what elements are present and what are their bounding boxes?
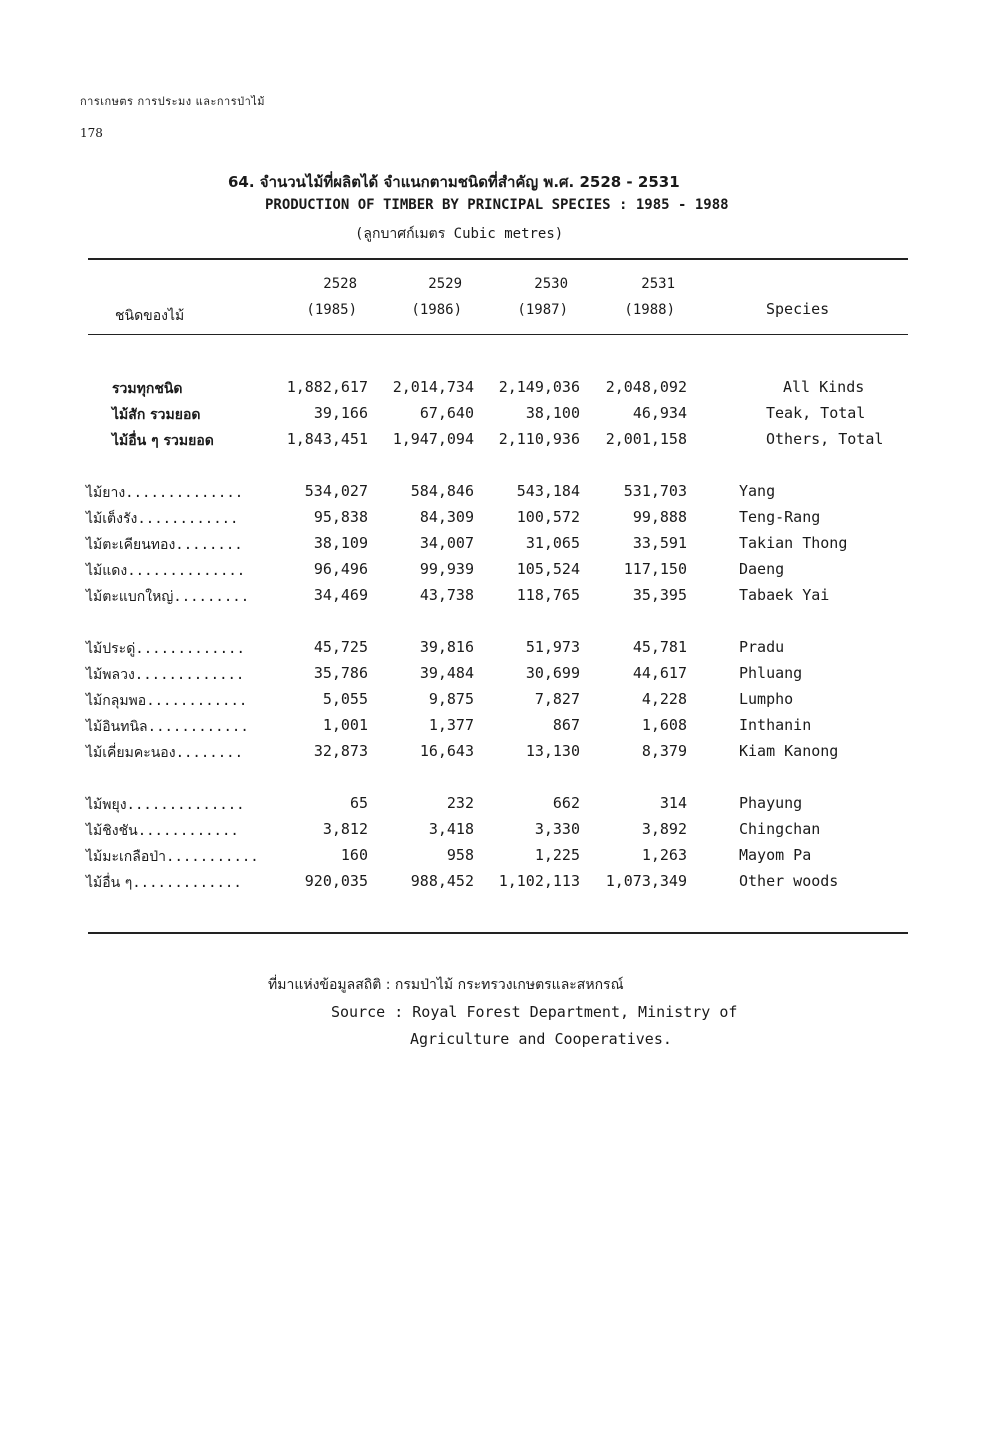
value-cell: 1,608 [641, 716, 687, 734]
page-number: 178 [80, 126, 103, 140]
value-cell: 8,379 [641, 742, 687, 760]
value-cell: 84,309 [419, 508, 474, 526]
header-year-ad: (1987) [517, 302, 568, 318]
species-english: Daeng [739, 560, 785, 578]
value-cell: 2,110,936 [498, 430, 580, 448]
value-cell: 988,452 [410, 872, 474, 890]
value-cell: 2,001,158 [605, 430, 687, 448]
value-cell: 96,496 [313, 560, 368, 578]
value-cell: 99,939 [419, 560, 474, 578]
value-cell: 100,572 [516, 508, 580, 526]
value-cell: 1,263 [641, 846, 687, 864]
header-year-ad: (1986) [411, 302, 462, 318]
value-cell: 95,838 [313, 508, 368, 526]
species-thai: ไม้พยุง.............. [86, 797, 245, 813]
value-cell: 105,524 [516, 560, 580, 578]
value-cell: 38,109 [313, 534, 368, 552]
source-line-2: Agriculture and Cooperatives. [410, 1030, 672, 1048]
species-thai: ไม้สัก รวมยอด [112, 407, 201, 423]
value-cell: 662 [552, 794, 580, 812]
value-cell: 534,027 [304, 482, 368, 500]
value-cell: 43,738 [419, 586, 474, 604]
value-cell: 99,888 [632, 508, 687, 526]
value-cell: 45,781 [632, 638, 687, 656]
value-cell: 45,725 [313, 638, 368, 656]
value-cell: 44,617 [632, 664, 687, 682]
value-cell: 3,812 [322, 820, 368, 838]
value-cell: 39,816 [419, 638, 474, 656]
header-year-thai: 2531 [641, 276, 675, 292]
value-cell: 35,395 [632, 586, 687, 604]
value-cell: 2,048,092 [605, 378, 687, 396]
value-cell: 1,102,113 [498, 872, 580, 890]
table-row [0, 716, 990, 742]
value-cell: 9,875 [428, 690, 474, 708]
value-cell: 160 [340, 846, 368, 864]
species-english: Other woods [739, 872, 839, 890]
value-cell: 117,150 [623, 560, 687, 578]
table-title-thai: 64. จำนวนไม้ที่ผลิตได้ จำแนกตามชนิดที่สำคัญ พ.ศ. 2528 - 2531 [228, 173, 680, 191]
table-bottom-rule [88, 932, 908, 934]
species-english: Chingchan [739, 820, 821, 838]
value-cell: 1,073,349 [605, 872, 687, 890]
table-row [0, 794, 990, 820]
value-cell: 65 [349, 794, 368, 812]
value-cell: 67,640 [419, 404, 474, 422]
value-cell: 7,827 [534, 690, 580, 708]
value-cell: 1,882,617 [286, 378, 368, 396]
table-row [0, 872, 990, 898]
species-english: Kiam Kanong [739, 742, 839, 760]
species-thai: ไม้กลุมพอ............ [86, 693, 248, 709]
species-thai: ไม้เคี่ยมคะนอง........ [86, 745, 243, 761]
value-cell: 30,699 [525, 664, 580, 682]
value-cell: 118,765 [516, 586, 580, 604]
header-species-english: Species [766, 300, 830, 318]
table-row [0, 430, 990, 456]
value-cell: 33,591 [632, 534, 687, 552]
value-cell: 1,225 [534, 846, 580, 864]
value-cell: 1,947,094 [392, 430, 474, 448]
header-year-ad: (1985) [306, 302, 357, 318]
value-cell: 232 [446, 794, 474, 812]
table-row [0, 482, 990, 508]
species-english: Mayom Pa [739, 846, 812, 864]
source-label: Source : [331, 1003, 404, 1021]
species-thai: ไม้พลวง............. [86, 667, 245, 683]
species-english: Teak, Total [766, 404, 866, 422]
table-row [0, 638, 990, 664]
value-cell: 1,843,451 [286, 430, 368, 448]
table-row [0, 378, 990, 404]
value-cell: 1,377 [428, 716, 474, 734]
table-row [0, 742, 990, 768]
species-thai: ไม้แดง.............. [86, 563, 246, 579]
species-thai: ไม้มะเกลือป่า........... [86, 849, 259, 865]
table-top-rule [88, 258, 908, 260]
value-cell: 39,166 [313, 404, 368, 422]
value-cell: 5,055 [322, 690, 368, 708]
species-thai: ไม้ประดู่............. [86, 641, 245, 657]
species-thai: ไม้ตะเคียนทอง........ [86, 537, 243, 553]
species-english: Teng-Rang [739, 508, 821, 526]
table-title-english: PRODUCTION OF TIMBER BY PRINCIPAL SPECIES : 1985 - 1988 [265, 197, 729, 213]
value-cell: 531,703 [623, 482, 687, 500]
header-year-ad: (1988) [624, 302, 675, 318]
value-cell: 3,418 [428, 820, 474, 838]
table-row [0, 508, 990, 534]
species-english: Lumpho [739, 690, 794, 708]
species-english: Takian Thong [739, 534, 848, 552]
value-cell: 543,184 [516, 482, 580, 500]
value-cell: 314 [659, 794, 687, 812]
value-cell: 2,014,734 [392, 378, 474, 396]
value-cell: 38,100 [525, 404, 580, 422]
table-units: (ลูกบาศก์เมตร Cubic metres) [355, 226, 564, 242]
value-cell: 958 [446, 846, 474, 864]
value-cell: 920,035 [304, 872, 368, 890]
value-cell: 16,643 [419, 742, 474, 760]
species-thai: รวมทุกชนิด [112, 381, 183, 397]
species-english: Phluang [739, 664, 803, 682]
value-cell: 32,873 [313, 742, 368, 760]
source-thai: ที่มาแห่งข้อมูลสถิติ : กรมป่าไม้ กระทรวงเกษตรและสหกรณ์ [268, 977, 624, 993]
value-cell: 13,130 [525, 742, 580, 760]
value-cell: 3,892 [641, 820, 687, 838]
species-english: Pradu [739, 638, 785, 656]
source-english [331, 1003, 737, 1021]
value-cell: 39,484 [419, 664, 474, 682]
species-english: Phayung [739, 794, 803, 812]
value-cell: 1,001 [322, 716, 368, 734]
value-cell: 34,469 [313, 586, 368, 604]
value-cell: 46,934 [632, 404, 687, 422]
header-rule [88, 334, 908, 335]
header-species-thai: ชนิดของไม้ [115, 308, 185, 324]
table-row [0, 404, 990, 430]
table-row [0, 690, 990, 716]
value-cell: 31,065 [525, 534, 580, 552]
value-cell: 35,786 [313, 664, 368, 682]
source-line-1: Royal Forest Department, Ministry of [412, 1003, 738, 1021]
running-header: การเกษตร การประมง และการป่าไม้ [80, 95, 266, 108]
value-cell: 2,149,036 [498, 378, 580, 396]
table-row [0, 846, 990, 872]
header-year-thai: 2529 [428, 276, 462, 292]
species-thai: ไม้ยาง.............. [86, 485, 244, 501]
value-cell: 4,228 [641, 690, 687, 708]
species-thai: ไม้อื่น ๆ............. [86, 875, 242, 891]
species-english: Others, Total [766, 430, 884, 448]
species-thai: ไม้อื่น ๆ รวมยอด [112, 433, 214, 449]
table-row [0, 664, 990, 690]
value-cell: 867 [552, 716, 580, 734]
table-row [0, 560, 990, 586]
species-english: All Kinds [783, 378, 865, 396]
header-year-thai: 2528 [323, 276, 357, 292]
table-row [0, 534, 990, 560]
species-english: Tabaek Yai [739, 586, 830, 604]
value-cell: 51,973 [525, 638, 580, 656]
species-english: Inthanin [739, 716, 812, 734]
value-cell: 34,007 [419, 534, 474, 552]
species-thai: ไม้อินทนิล............ [86, 719, 249, 735]
value-cell: 584,846 [410, 482, 474, 500]
species-thai: ไม้ตะแบกใหญ่......... [86, 589, 250, 605]
species-english: Yang [739, 482, 776, 500]
species-thai: ไม้เต็งรัง............ [86, 511, 239, 527]
table-row [0, 586, 990, 612]
table-row [0, 820, 990, 846]
species-thai: ไม้ชิงชัน............ [86, 823, 239, 839]
header-year-thai: 2530 [534, 276, 568, 292]
value-cell: 3,330 [534, 820, 580, 838]
